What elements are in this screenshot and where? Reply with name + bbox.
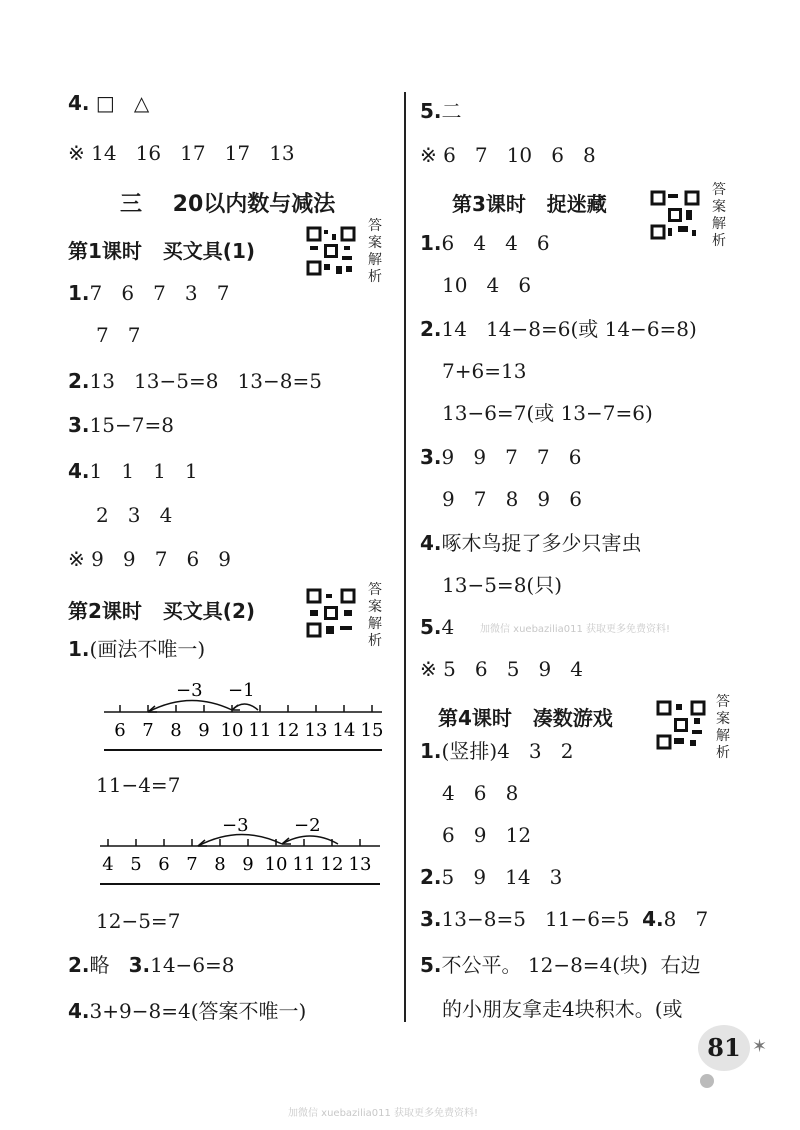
number-line-tick-label: 15 [360,720,384,741]
answer-5: 5.二 [420,99,462,123]
equation-2: 12−5=7 [96,909,181,933]
answer-4-line2: 2 3 4 [96,503,173,527]
qr-label: 答 案 解 析 [712,182,726,249]
lesson4-answer-5: 5.不公平。 12−8=4(块) 右边 [420,953,701,977]
lesson3-answer-2-line3: 13−6=7(或 13−7=6) [442,401,653,425]
lesson4-answer-5-line2: 的小朋友拿走4块积木。(或 [442,997,683,1021]
arc-label: −3 [222,815,249,836]
lesson4-answer-1: 1.(竖排)4 3 2 [420,739,574,763]
bonus-answer: ※ 6 7 10 6 8 [420,143,596,167]
number-line-tick-label: 10 [220,720,244,741]
lesson3-answer-4-line2: 13−5=8(只) [442,573,563,597]
number-line-tick-label: 4 [102,854,114,875]
page-number: 81 [698,1025,750,1071]
section-title: 三 20以内数与减法 [120,192,336,217]
lesson4-answer-1-line2: 4 6 8 [442,781,519,805]
number-line-tick-label: 6 [114,720,126,741]
lesson3-answer-2-line2: 7+6=13 [442,359,527,383]
number-line-tick-label: 5 [130,854,142,875]
arc-2 [232,704,258,710]
bonus-answer: ※ 5 6 5 9 4 [420,657,584,681]
answer-1-line2: 7 7 [96,323,141,347]
number-line-tick-label: 11 [248,720,272,741]
number-line-tick-label: 8 [214,854,226,875]
watermark: 加微信 xuebazilia011 获取更多免费资料! [480,624,671,635]
number-line-tick-label: 6 [158,854,170,875]
number-line-tick-label: 14 [332,720,356,741]
qr-label: 答 案 解 析 [716,694,730,761]
qr-code-icon[interactable] [306,226,356,276]
qr-code-icon[interactable] [650,190,700,240]
lesson3-answer-1-line2: 10 4 6 [442,273,532,297]
lesson2-answer-4: 4.3+9−8=4(答案不唯一) [68,999,307,1023]
number-line-tick-label: 8 [170,720,182,741]
answer-2: 2.13 13−5=8 13−8=5 [68,369,322,393]
number-line-tick-label: 9 [242,854,254,875]
arc-2 [282,836,338,844]
footer-watermark: 加微信 xuebazilia011 获取更多免费资料! [288,1108,479,1119]
arc-1 [198,834,282,846]
qr-code-icon[interactable] [306,588,356,638]
lesson4-answer-2: 2.5 9 14 3 [420,865,563,889]
lesson3-answer-2: 2.14 14−8=6(或 14−6=8) [420,317,697,341]
lesson2-answer-2-3: 2.略 3.14−6=8 [68,953,235,977]
number-line-tick-label: 10 [264,854,288,875]
answer-3: 3.15−7=8 [68,413,174,437]
bonus-answer: ※ 9 9 7 6 9 [68,547,232,571]
number-line-tick-label: 11 [292,854,316,875]
equation-1: 11−4=7 [96,773,181,797]
lesson-1-title: 第1课时 买文具(1) [68,239,256,263]
number-line-2 [98,814,383,892]
answer-4: 4.1 1 1 1 [68,459,198,483]
star-icon: ✶ [752,1036,768,1057]
number-line-tick-label: 7 [186,854,198,875]
lesson-3-title: 第3课时 捉迷藏 [452,192,607,216]
number-line-tick-label: 13 [304,720,328,741]
lesson4-answer-3-4: 3.13−8=5 11−6=5 4.8 7 [420,907,709,931]
arc-label: −1 [228,680,255,701]
column-divider [404,92,406,1022]
number-line-tick-label: 13 [348,854,372,875]
number-line-tick-label: 9 [198,720,210,741]
answer-1: 1.7 6 7 3 7 [68,281,230,305]
lesson-2-title: 第2课时 买文具(2) [68,599,256,623]
qr-code-icon[interactable] [656,700,706,750]
lesson3-answer-3: 3.9 9 7 7 6 [420,445,582,469]
arc-label: −3 [176,680,203,701]
number-line-tick-label: 12 [320,854,344,875]
lesson3-answer-1: 1.6 4 4 6 [420,231,550,255]
lesson3-answer-3-line2: 9 7 8 9 6 [442,487,582,511]
lesson3-answer-4: 4.啄木鸟捉了多少只害虫 [420,531,642,555]
lesson-4-title: 第4课时 凑数游戏 [438,706,613,730]
arc-label: −2 [294,815,321,836]
lesson2-answer-1: 1.(画法不唯一) [68,637,206,661]
lesson3-answer-5: 5.4 [420,615,455,639]
qr-label: 答 案 解 析 [368,218,382,285]
decorative-dot [700,1074,714,1088]
lesson4-answer-1-line3: 6 9 12 [442,823,532,847]
number-line-tick-label: 12 [276,720,300,741]
number-line-1 [100,676,385,756]
number-line-tick-label: 7 [142,720,154,741]
bonus-answer: ※ 14 16 17 17 13 [68,141,295,165]
arc-1 [148,700,232,712]
answer-4-shapes: 4. □ △ [68,91,150,115]
qr-label: 答 案 解 析 [368,582,382,649]
